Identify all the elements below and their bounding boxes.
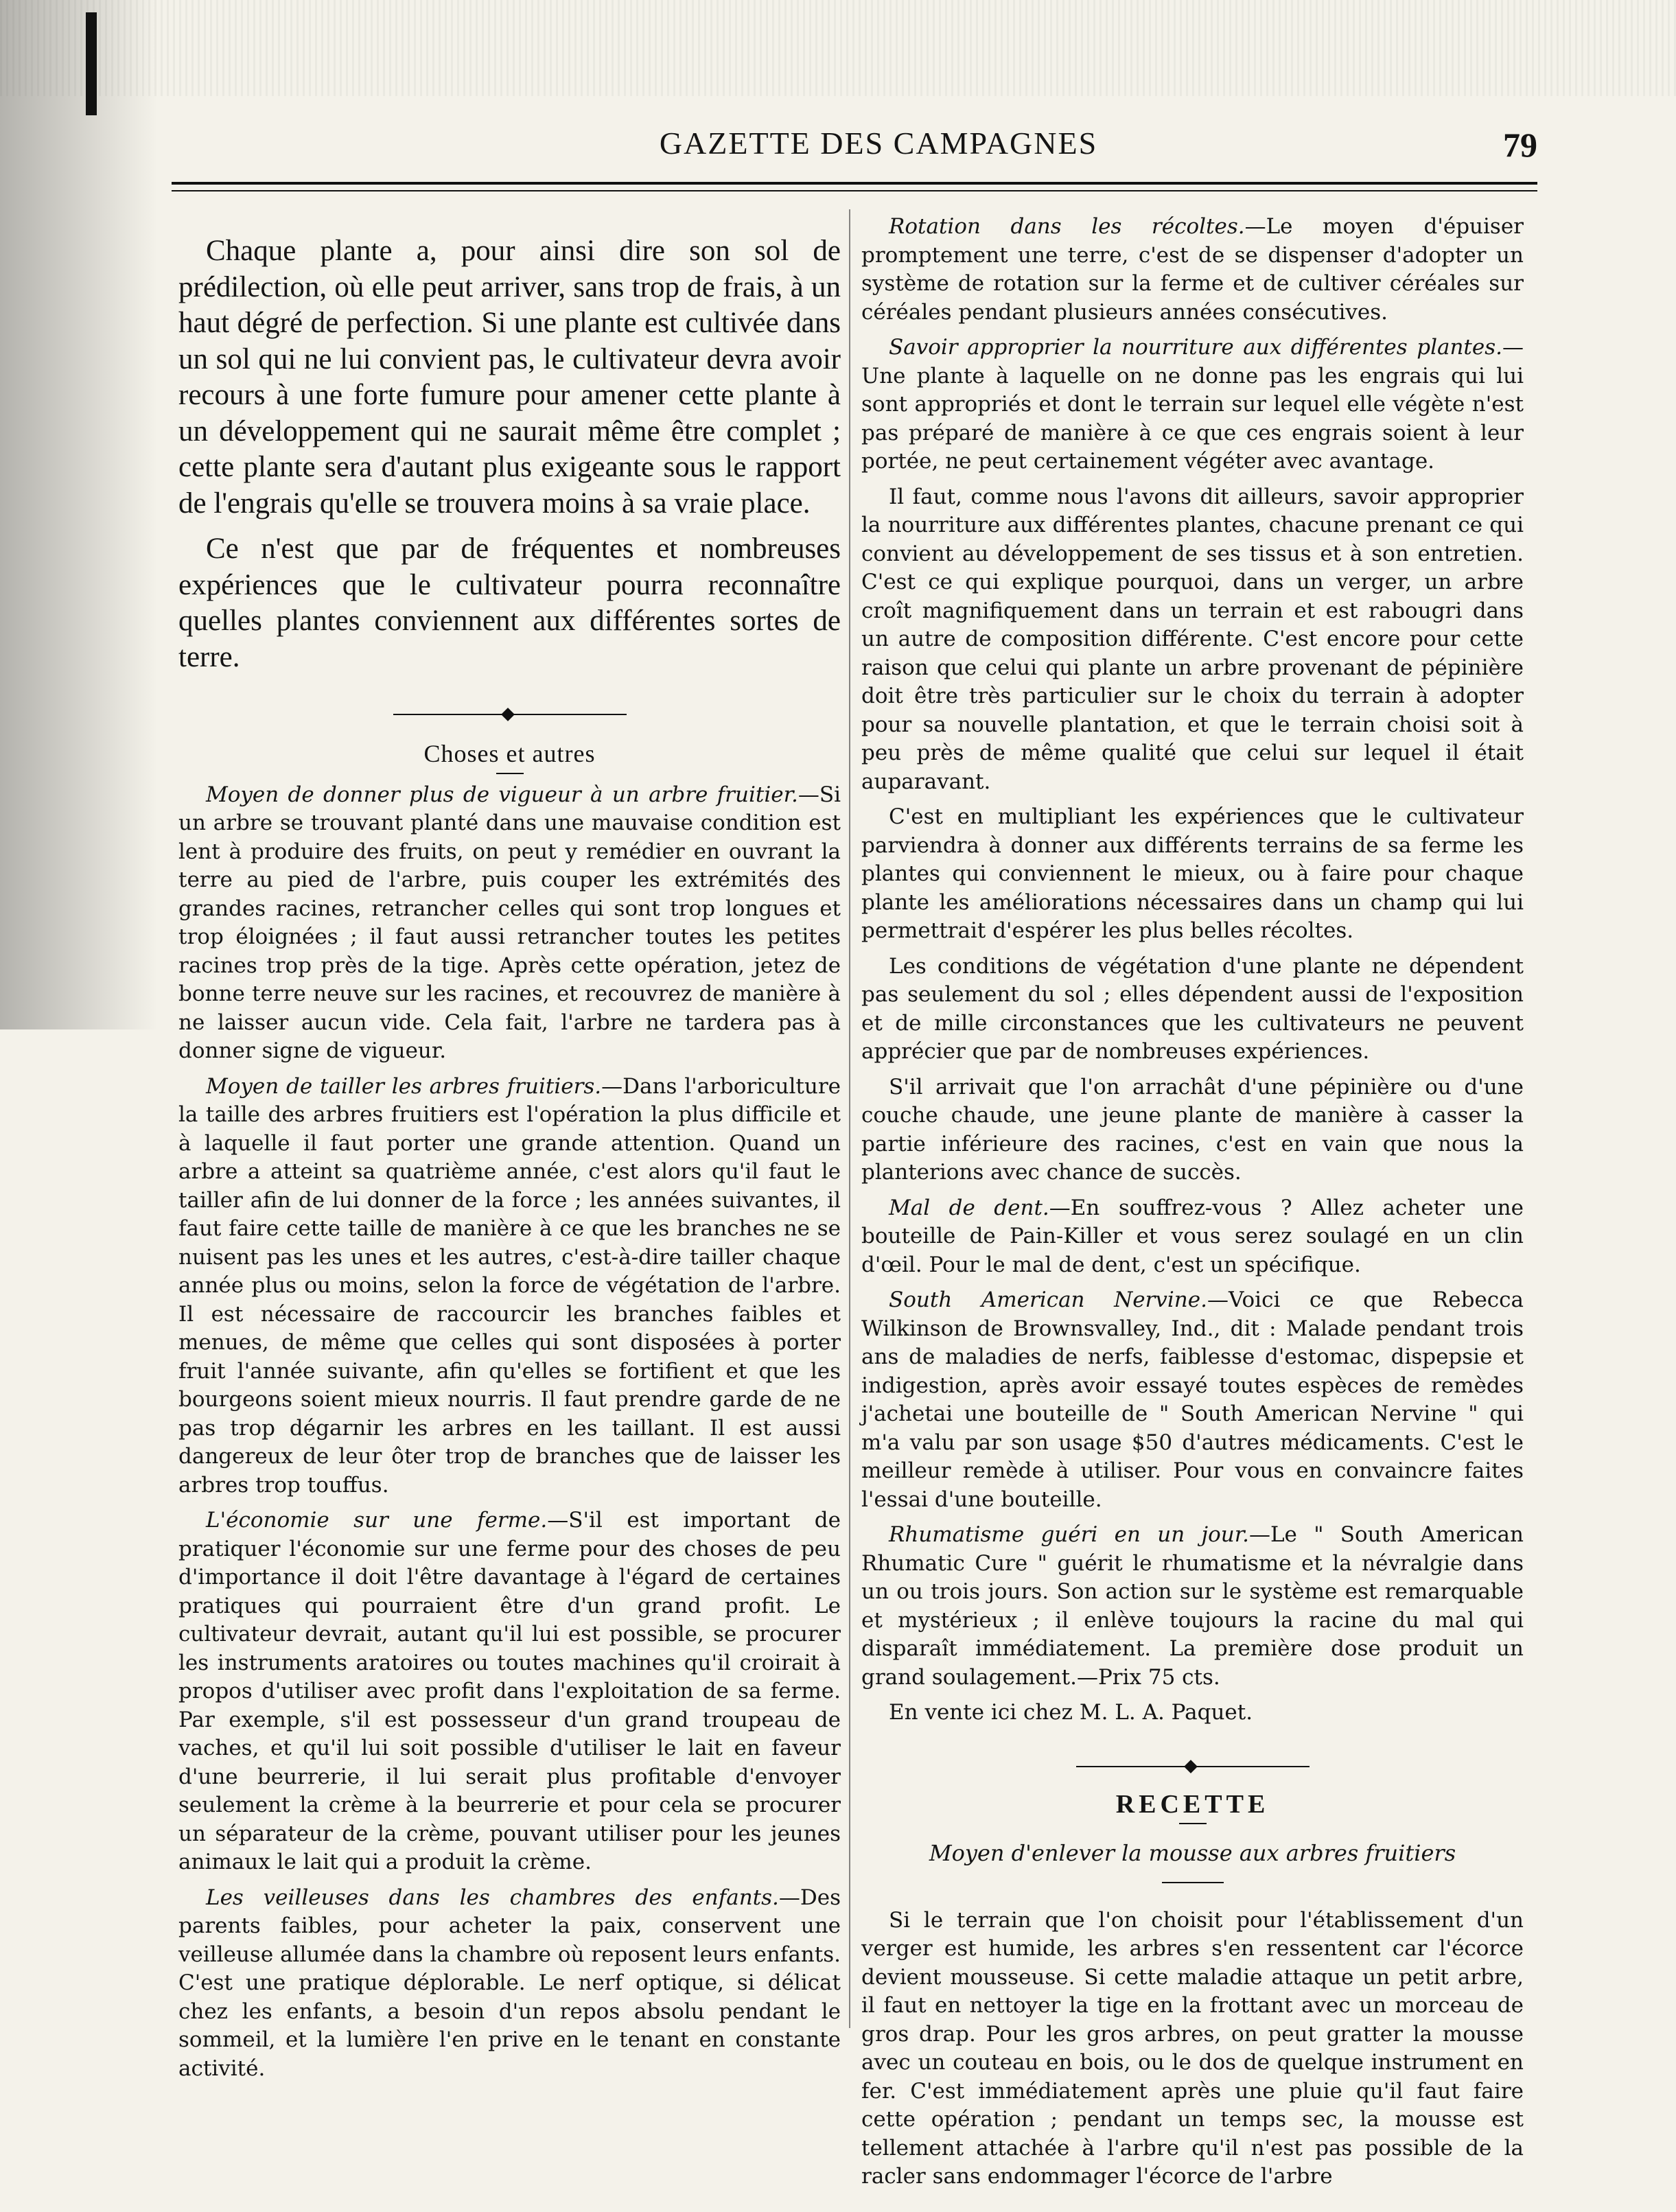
article-item <box>861 1286 1524 1514</box>
right-column <box>861 206 1524 2191</box>
article-title: South American Nervine. <box>889 1288 1207 1312</box>
article-paragraph <box>861 1073 1524 1187</box>
article-item <box>178 1506 841 1877</box>
article-text: —Voici ce que Rebecca Wilkinson de Brownsvalley, Ind., dit : Malade pendant trois ans de maladies de nerfs, faiblesse d'estomac, dispepsie et indigestion, après avoir essayé toutes espèces de remèdes j'achetai une bouteille de " South American Nervine " qui m'a valu par son usage $50 d'autres médicaments. C'est le meilleur remède à utiliser. Pour vous en convaincre faites l'essai d'une bouteille. <box>861 1288 1524 1512</box>
article-title: Rotation dans les récoltes. <box>889 214 1245 239</box>
article-item <box>861 213 1524 327</box>
ornamental-rule <box>393 704 627 725</box>
article-item <box>178 1884 841 2084</box>
article-title: Rhumatisme guéri en un jour. <box>889 1522 1249 1547</box>
left-column <box>178 206 841 2083</box>
lead-paragraph: Chaque plante a, pour ainsi dire son sol de prédilection, où elle peut arriver, sans trop de frais, à un haut dégré de perfection. Si une plante est cultivée dans un sol qui ne lui convient pas, le cultivateur devra avoir recours à une forte fumure pour amener cette plante à un développement qui ne saurait même être complet ; cette plante sera d'autant plus exigeante sous le rapport de l'engrais qu'elle se trouvera moins à sa vraie place. <box>178 235 841 520</box>
article-text: —S'il est important de pratiquer l'économie sur une ferme pour des choses de peu d'importance il doit l'être davantage à l'égard de certaines pratiques qui pourraient être d'un grand profit. Le cultivateur devrait, autant qu'il lui est possible, se procurer les instruments aratoires ou toutes machines qu'il croirait à propos d'utiliser avec profit dans l'exploitation de sa ferme. Par exemple, s'il est possesseur d'un grand troupeau de vaches, et qu'il lui soit possible d'utiliser le lait en faveur d'une beurrerie, il lui serait plus profitable d'envoyer seulement la crème à la beurrerie et pour cela se procurer un séparateur de la crème, pouvant utiliser pour les jeunes animaux le lait qui a produit la crème. <box>178 1508 841 1874</box>
article-title: Moyen de donner plus de vigueur à un arbre fruitier. <box>206 782 798 807</box>
running-title: GAZETTE DES CAMPAGNES <box>659 126 1098 161</box>
article-text: C'est en multipliant les expériences que le cultivateur parviendra à donner aux différents terrains de sa ferme les plantes qui conviennent le mieux, ou à faire pour chaque plante les améliorations nécessaires dans un champ qui lui permettrait d'espérer les plus belles récoltes. <box>861 804 1524 943</box>
article-title: Moyen de tailler les arbres fruitiers. <box>206 1073 602 1099</box>
article-item <box>178 781 841 1066</box>
article-text: —Le " South American Rhumatic Cure " guérit le rhumatisme et la névralgie dans un ou trois jours. Son action sur le système est remarquable et mystérieux ; il enlève toujours la racine du mal qui disparaît immédiatement. La première dose produit un grand soulagement.—Prix 75 cts. <box>861 1522 1524 1690</box>
page-number: 79 <box>1503 126 1537 164</box>
article-text: —Une plante à laquelle on ne donne pas les engrais qui lui sont appropriés et dont le terrain sur lequel elle végète n'est pas préparé de manière à ce que ces engrais soient à leur portée, ne peut certainement végéter avec avantage. <box>861 335 1524 474</box>
binding-mark <box>86 12 97 115</box>
column-divider <box>849 209 850 2028</box>
section-heading: Choses et autres <box>423 740 596 767</box>
article-title: Mal de dent. <box>889 1195 1049 1220</box>
article-paragraph <box>861 483 1524 797</box>
article-text: S'il arrivait que l'on arrachât d'une pépinière ou d'une couche chaude, une jeune plante de manière à casser la partie inférieure des racines, c'est en vain que nous la planterions avec chance de succès. <box>861 1074 1524 1185</box>
recipe-rule <box>1162 1882 1224 1883</box>
article-paragraph <box>861 1699 1524 1727</box>
article-paragraph <box>861 803 1524 946</box>
lead-paragraph: Ce n'est que par de fréquentes et nombreuses expériences que le cultivateur pourra reconnaître quelles plantes conviennent aux différentes sortes de terre. <box>178 533 841 673</box>
recipe-heading: RECETTE <box>1115 1789 1270 1819</box>
article-item <box>861 334 1524 476</box>
heading-dash <box>1179 1823 1207 1824</box>
heading-dash <box>496 773 524 774</box>
article-text: —Le moyen d'épuiser promptement une terre, c'est de se dispenser d'adopter un système de rotation sur la ferme et de cultiver céréales sur céréales pendant plusieurs années consécutives. <box>861 214 1524 325</box>
scan-noise <box>0 0 1676 96</box>
article-text: En vente ici chez M. L. A. Paquet. <box>889 1700 1253 1725</box>
article-text: —En souffrez-vous ? Allez acheter une bouteille de Pain-Killer et vous serez soulagé en un clin d'œil. Pour le mal de dent, c'est un spécifique. <box>861 1195 1524 1277</box>
article-title: Savoir approprier la nourriture aux différentes plantes. <box>889 335 1502 360</box>
article-text: —Des parents faibles, pour acheter la paix, conservent une veilleuse allumée dans la chambre où reposent leurs enfants. C'est une pratique déplorable. Le nerf optique, si délicat chez les enfants, a besoin d'un repos absolu pendant le sommeil, et la lumière l'en prive en le tenant en constante activité. <box>178 1885 841 2081</box>
header-rule <box>172 182 1537 191</box>
article-item <box>861 1194 1524 1280</box>
article-text: Il faut, comme nous l'avons dit ailleurs, savoir approprier la nourriture aux différentes plantes, chacune prenant ce qui convient au développement de ses tissus et à son entretien. C'est ce qui explique pourquoi, dans un verger, un arbre croît magnifiquement dans un terrain et est rabougri dans un autre de composition différente. C'est encore pour cette raison que celui qui plante un arbre provenant de pépinière doit être très particulier sur le choix du terrain à adopter pour sa nouvelle plantation, et que le terrain choisi soit à peu près de même qualité que celui sur lequel il était auparavant. <box>861 484 1524 794</box>
article-title: L'économie sur une ferme. <box>206 1508 548 1533</box>
recipe-subtitle: Moyen d'enlever la mousse aux arbres fruitiers <box>929 1840 1456 1866</box>
article-text: —Dans l'arboriculture la taille des arbres fruitiers est l'opération la plus difficile et à laquelle il faut porter une grande attention. Quand un arbre a atteint sa quatrième année, c'est alors qu'il faut le tailler afin de lui donner de la force ; les années suivantes, il faut faire cette taille de manière à ce que les branches ne se nuisent pas les unes et les autres, c'est-à-dire tailler chaque année plus ou moins, selon la force de végétation de l'arbre. Il est nécessaire de raccourcir les branches faibles et menues, de même que celles qui sont disposées à porter fruit l'année suivante, afin qu'elles se fortifient et que les bourgeons soient mieux nourris. Il faut prendre garde de ne pas trop dégarnir les arbres en les taillant. Il est aussi dangereux de leur ôter trop de branches que de laisser les arbres trop touffus. <box>178 1073 841 1498</box>
recipe-text: Si le terrain que l'on choisit pour l'établissement d'un verger est humide, les arbres s'en ressentent car l'écorce devient mousseuse. Si cette maladie attaque un petit arbre, il faut en nettoyer la tige en la frottant avec un morceau de gros drap. Pour les gros arbres, on peut gratter la mousse avec un couteau en bois, ou le dos de quelque instrument en fer. C'est immédiatement après une pluie qu'il faut faire cette opération ; pendant un temps sec, la mousse est tellement attachée à l'arbre qu'il n'est pas possible de la racler sans endommager l'écorce de l'arbre <box>861 1907 1524 2189</box>
article-item <box>861 1521 1524 1692</box>
ornamental-rule <box>1076 1756 1310 1777</box>
article-text: Les conditions de végétation d'une plante ne dépendent pas seulement du sol ; elles dépendent aussi de l'exposition et de mille circonstances que les cultivateurs ne peuvent apprécier que par de nombreuses expériences. <box>861 953 1524 1064</box>
article-text: —Si un arbre se trouvant planté dans une mauvaise condition est lent à produire des fruits, on peut y remédier en ouvrant la terre au pied de l'arbre, puis couper les extrémités des grandes racines, retrancher celles qui sont trop longues et trop éloignées ; il faut aussi retrancher toutes les petites racines trop près de la tige. Après cette opération, jetez de bonne terre neuve sur les racines, et recouvrez de manière à ne laisser aucun vide. Cela fait, l'arbre ne tardera pas à donner signe de vigueur. <box>178 782 841 1063</box>
page-header <box>172 125 1537 173</box>
article-item <box>178 1073 841 1500</box>
binding-shadow <box>0 0 158 1029</box>
article-title: Les veilleuses dans les chambres des enfants. <box>206 1885 779 1910</box>
article-paragraph <box>861 953 1524 1067</box>
